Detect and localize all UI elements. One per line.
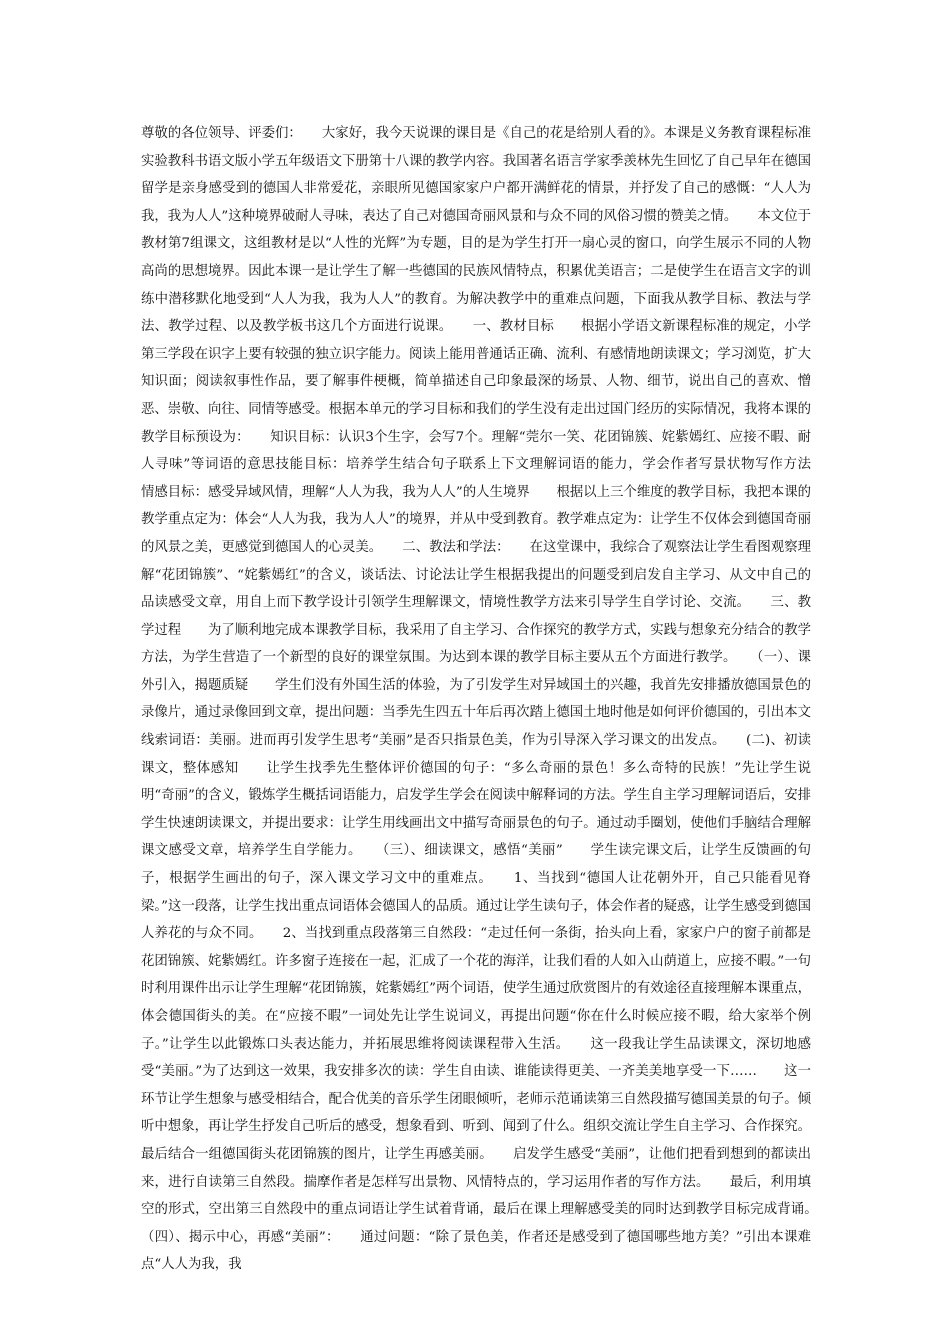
body-text: 尊敬的各位领导、评委们： 大家好，我今天说课的课目是《自己的花是给别人看的》。本课是义务教育课程标准实验教科书语文版小学五年级语文下册第十八课的教学内容。我国著名语言学家季羡林先生回忆了自己早年在德国留学是亲身感受到的德国人非常爱花，亲眼所见德国家家户户都开满鲜花的情景，并抒发了自己的感慨：“人人为我，我为人人”这种境界破耐人寻味，表达了自己对德国奇丽风景和与众不同的风俗习惯的赞美之情。 本文位于教材第7组课文，这组教材是以“人性的光辉”为专题，目的是为学生打开一扇心灵的窗口，向学生展示不同的人物高尚的思想境界。因此本课一是让学生了解一些德国的民族风情特点，积累优美语言；二是使学生在语言文字的训练中潜移默化地受到“人人为我，我为人人”的教育。为解决教学中的重难点问题，下面我从教学目标、教法与学法、教学过程、以及教学板书这几个方面进行说课。 一、教材目标 根据小学语文新课程标准的规定，小学第三学段在识字上要有较强的独立识字能力。阅读上能用普通话正确、流利、有感情地朗读课文；学习浏览，扩大知识面；阅读叙事性作品，要了解事件梗概，简单描述自己印象最深的场景、人物、细节，说出自己的喜欢、憎恶、崇敬、向往、同情等感受。根据本单元的学习目标和我们的学生没有走出过国门经历的实际情况，我将本课的教学目标预设为： 知识目标：认识3个生字，会写7个。理解“莞尔一笑、花团锦簇、姹紫嫣红、应接不暇、耐人寻味”等词语的意思技能目标：培养学生结合句子联系上下文理解词语的能力，学会作者写景状物写作方法 情感目标：感受异域风情，理解“人人为我，我为人人”的人生境界 根据以上三个维度的教学目标，我把本课的教学重点定为：体会“人人为我，我为人人”的境界，并从中受到教育。教学难点定为：让学生不仅体会到德国奇丽的风景之美，更感觉到德国人的心灵美。 二、教法和学法： 在这堂课中，我综合了观察法让学生看图观察理解“花团锦簇”、“姹紫嫣红”的含义，谈话法、讨论法让学生根据我提出的问题受到启发自主学习、从文中自己的品读感受文章，用自上而下教学设计引领学生理解课文，情境性教学方法来引导学生自学讨论、交流。 三、教学过程 为了顺利地完成本课教学目标，我采用了自主学习、合作探究的教学方式，实践与想象充分结合的教学方法，为学生营造了一个新型的良好的课堂氛围。为达到本课的教学目标主要从五个方面进行教学。 （一）、课外引入，揭题质疑 学生们没有外国生活的体验，为了引发学生对异域国土的兴趣，我首先安排播放德国景色的录像片，通过录像回到文章，提出问题：当季先生四五十年后再次踏上德国土地时他是如何评价德国的，引出本文线索词语：美丽。进而再引发学生思考“美丽”是否只指景色美，作为引导深入学习课文的出发点。 (二)、初读课文，整体感知 让学生找季先生整体评价德国的句子：“多么奇丽的景色！多么奇特的民族！”先让学生说明“奇丽”的含义，锻炼学生概括词语能力，启发学生学会在阅读中解释词的方法。学生自主学习理解词语后，安排学生快速朗读课文，并提出要求：让学生用线画出文中描写奇丽景色的句子。通过动手圈划，使他们手脑结合理解课文感受文章，培养学生自学能力。 （三）、细读课文，感悟“美丽” 学生读完课文后，让学生反馈画的句子，根据学生画出的句子，深入课文学习文中的重难点。 1、当找到“德国人让花朝外开，自己只能看见脊梁。”这一段落，让学生找出重点词语体会德国人的品质。通过让学生读句子，体会作者的疑惑，让学生感受到德国人养花的与众不同。 2、当找到重点段落第三自然段：“走过任何一条街，抬头向上看，家家户户的窗子前都是花团锦簇、姹紫嫣红。许多窗子连接在一起，汇成了一个花的海洋，让我们看的人如入山荫道上，应接不暇。”一句时利用课件出示让学生理解“花团锦簇，姹紫嫣红”两个词语，使学生通过欣赏图片的有效途径直接理解本课重点，体会德国街头的美。在“应接不暇”一词处先让学生说词义，再提出问题“你在什么时候应接不暇，给大家举个例子。”让学生以此锻炼口头表达能力，并拓展思维将阅读课程带入生活。 这一段我让学生品读课文，深切地感受“美丽。”为了达到这一效果，我安排多次的读：学生自由读、谁能读得更美、一齐美美地享受一下…… 这一环节让学生想象与感受相结合，配合优美的音乐学生闭眼倾听，老师示范诵读第三自然段描写德国美景的句子。倾听中想象，再让学生抒发自己听后的感受，想象看到、听到、闻到了什么。组织交流让学生自主学习、合作探究。最后结合一组德国街头花团锦簇的图片，让学生再感美丽。 启发学生感受“美丽”，让他们把看到想到的都读出来，进行自读第三自然段。揣摩作者是怎样写出景物、风情特点的，学习运用作者的写作方法。 最后，利用填空的形式，空出第三自然段中的重点词语让学生试着背诵，最后在课上理解感受美的同时达到教学目标完成背诵。 （四）、揭示中心，再感“美丽”： 通过问题：“除了景色美，作者还是感受到了德国哪些地方美？”引出本课难点“人人为我，我 xyxy=(141,126,838,1273)
